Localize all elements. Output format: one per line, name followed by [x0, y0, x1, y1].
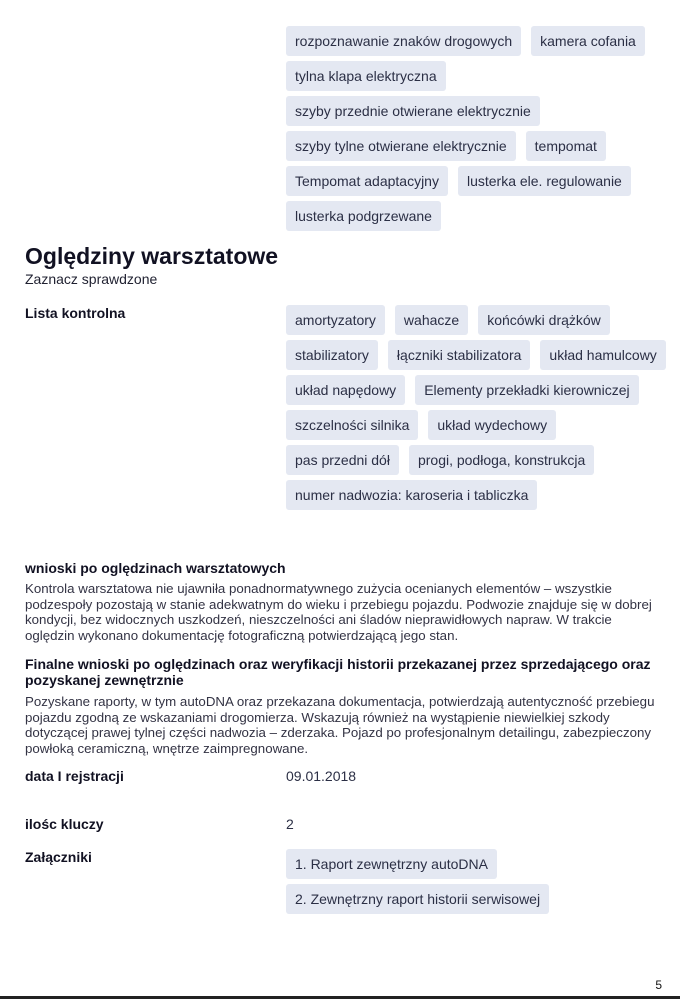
conclusions-title: wnioski po oględzinach warsztatowych [25, 560, 286, 576]
checklist-label: Lista kontrolna [25, 305, 126, 321]
page-number: 5 [655, 978, 662, 992]
conclusions-text: Kontrola warsztatowa nie ujawniła ponadnormatywnego zużycia ocenianych elementów – wszystkie podzespoły pozostają w stanie adekwatnym do wieku i przebiegu pojazdu. Podwozie znajduje się w dobrej kondycji, bez widocznych uszkodzeń, nieszczelności ani śladów nieprawidłowych napraw. W trakcie oględzin wykonano dokumentację fotograficzną potwierdzającą jego stan. [25, 581, 652, 643]
checklist-chip: końcówki drążków [478, 305, 610, 335]
attachment-link[interactable]: 1. Raport zewnętrzny autoDNA [286, 849, 497, 879]
checklist-chip: układ wydechowy [428, 410, 556, 440]
equipment-chips [286, 26, 666, 231]
checklist-chip: pas przedni dół [286, 445, 399, 475]
section-title-inspection: Oględziny warsztatowe [25, 243, 279, 269]
equipment-chip: lusterka podgrzewane [286, 201, 441, 231]
attachments-label: Załączniki [25, 849, 92, 865]
keys-value: 2 [286, 816, 294, 832]
checklist-chip: numer nadwozia: karoseria i tabliczka [286, 480, 537, 510]
equipment-chip: kamera cofania [531, 26, 645, 56]
registration-value: 09.01.2018 [286, 768, 357, 784]
checklist-chip: progi, podłoga, konstrukcja [409, 445, 594, 475]
checklist-chip: układ napędowy [286, 375, 405, 405]
section-subtitle: Zaznacz sprawdzone [25, 271, 158, 287]
checklist-chip: układ hamulcowy [540, 340, 665, 370]
equipment-chip: Tempomat adaptacyjny [286, 166, 448, 196]
equipment-chip: szyby przednie otwierane elektrycznie [286, 96, 540, 126]
attachments-list [286, 849, 666, 914]
checklist-chip: Elementy przekładki kierowniczej [415, 375, 638, 405]
keys-label: ilośc kluczy [25, 816, 104, 832]
equipment-chip: lusterka ele. regulowanie [458, 166, 631, 196]
equipment-chip: rozpoznawanie znaków drogowych [286, 26, 521, 56]
checklist-chip: łączniki stabilizatora [388, 340, 531, 370]
attachment-link[interactable]: 2. Zewnętrzny raport historii serwisowej [286, 884, 549, 914]
checklist-chip: amortyzatory [286, 305, 385, 335]
equipment-chip: szyby tylne otwierane elektrycznie [286, 131, 516, 161]
equipment-chip: tylna klapa elektryczna [286, 61, 446, 91]
checklist-chip: wahacze [395, 305, 468, 335]
final-conclusions-text: Pozyskane raporty, w tym autoDNA oraz przekazana dokumentacja, potwierdzają autentyczność przebiegu pojazdu zgodną ze wskazaniami drogomierza. Wskazują również na wystąpienie niewielkiej szkody dotyczącej prawej tylnej części nadwozia – zderzaka. Pojazd po profesjonalnym detailingu, zabezpieczony powłoką ceramiczną, wnętrze zaimpregnowane. [25, 694, 655, 756]
checklist-chip: szczelności silnika [286, 410, 418, 440]
checklist-chips [286, 305, 666, 510]
equipment-chip: tempomat [526, 131, 606, 161]
registration-label: data I rejstracji [25, 768, 124, 784]
checklist-chip: stabilizatory [286, 340, 378, 370]
final-conclusions-title: Finalne wnioski po oględzinach oraz weryfikacji historii przekazanej przez sprzedającego oraz pozyskanej zewnętrznie [25, 656, 651, 688]
